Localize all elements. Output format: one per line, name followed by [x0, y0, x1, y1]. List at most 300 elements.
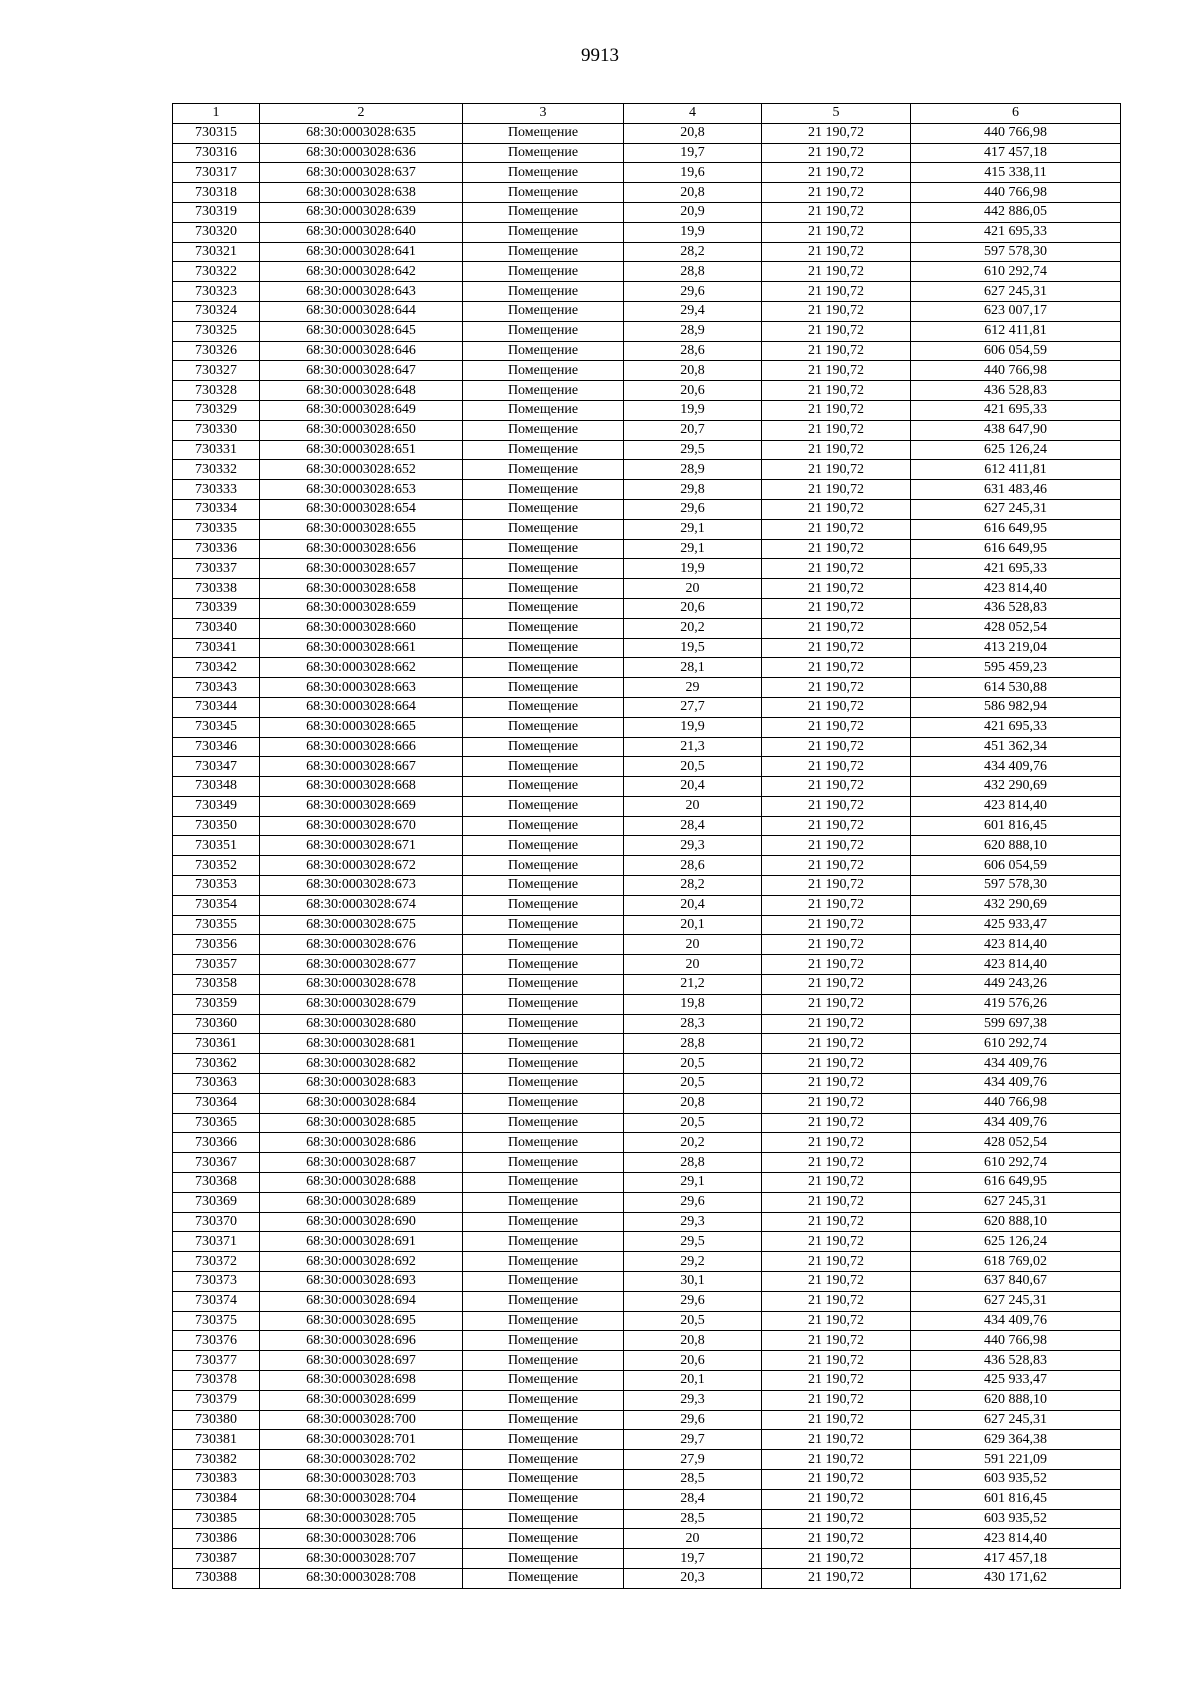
- cell-total: 440 766,98: [911, 183, 1121, 203]
- table-row: [173, 262, 1121, 282]
- cell-id: 730381: [173, 1430, 260, 1450]
- cell-total: 629 364,38: [911, 1430, 1121, 1450]
- cell-rate: 21 190,72: [762, 658, 911, 678]
- cell-type: Помещение: [463, 1014, 624, 1034]
- cell-id: 730342: [173, 658, 260, 678]
- cell-id: 730378: [173, 1371, 260, 1391]
- cell-total: 627 245,31: [911, 499, 1121, 519]
- cell-id: 730370: [173, 1212, 260, 1232]
- cell-rate: 21 190,72: [762, 460, 911, 480]
- cell-id: 730362: [173, 1054, 260, 1074]
- table-row: [173, 579, 1121, 599]
- table-row: [173, 1133, 1121, 1153]
- cell-type: Помещение: [463, 1450, 624, 1470]
- cell-type: Помещение: [463, 1034, 624, 1054]
- cell-area: 28,6: [624, 341, 762, 361]
- cell-area: 29,1: [624, 1173, 762, 1193]
- cell-cadastral-number: 68:30:0003028:696: [260, 1331, 463, 1351]
- cell-rate: 21 190,72: [762, 816, 911, 836]
- cell-total: 423 814,40: [911, 1529, 1121, 1549]
- table-row: [173, 935, 1121, 955]
- cell-rate: 21 190,72: [762, 163, 911, 183]
- cell-rate: 21 190,72: [762, 1568, 911, 1588]
- cell-cadastral-number: 68:30:0003028:704: [260, 1489, 463, 1509]
- column-header: 4: [624, 104, 762, 124]
- cell-cadastral-number: 68:30:0003028:695: [260, 1311, 463, 1331]
- table-row: [173, 282, 1121, 302]
- table-row: [173, 361, 1121, 381]
- cell-id: 730385: [173, 1509, 260, 1529]
- table-row: [173, 1014, 1121, 1034]
- column-header: 3: [463, 104, 624, 124]
- cell-area: 19,9: [624, 400, 762, 420]
- cell-id: 730323: [173, 282, 260, 302]
- cell-id: 730332: [173, 460, 260, 480]
- cell-rate: 21 190,72: [762, 539, 911, 559]
- table-row: [173, 202, 1121, 222]
- cell-rate: 21 190,72: [762, 935, 911, 955]
- cell-total: 627 245,31: [911, 1192, 1121, 1212]
- cell-total: 610 292,74: [911, 1153, 1121, 1173]
- table-row: [173, 1173, 1121, 1193]
- cell-total: 434 409,76: [911, 1113, 1121, 1133]
- cell-cadastral-number: 68:30:0003028:649: [260, 400, 463, 420]
- table-row: [173, 975, 1121, 995]
- cell-type: Помещение: [463, 638, 624, 658]
- cell-id: 730340: [173, 618, 260, 638]
- cell-id: 730321: [173, 242, 260, 262]
- cell-rate: 21 190,72: [762, 202, 911, 222]
- cell-area: 20,8: [624, 123, 762, 143]
- table-row: [173, 1192, 1121, 1212]
- table-row: [173, 678, 1121, 698]
- cell-total: 606 054,59: [911, 341, 1121, 361]
- cell-total: 618 769,02: [911, 1252, 1121, 1272]
- cell-id: 730363: [173, 1074, 260, 1094]
- cell-id: 730361: [173, 1034, 260, 1054]
- cell-rate: 21 190,72: [762, 697, 911, 717]
- cell-rate: 21 190,72: [762, 1173, 911, 1193]
- cell-id: 730327: [173, 361, 260, 381]
- table-row: [173, 321, 1121, 341]
- cell-id: 730338: [173, 579, 260, 599]
- cell-cadastral-number: 68:30:0003028:655: [260, 519, 463, 539]
- cell-cadastral-number: 68:30:0003028:684: [260, 1093, 463, 1113]
- table-row: [173, 697, 1121, 717]
- table-row: [173, 420, 1121, 440]
- cell-rate: 21 190,72: [762, 1450, 911, 1470]
- cell-type: Помещение: [463, 579, 624, 599]
- cell-id: 730331: [173, 440, 260, 460]
- table-row: [173, 539, 1121, 559]
- cell-type: Помещение: [463, 915, 624, 935]
- cell-total: 423 814,40: [911, 955, 1121, 975]
- cell-rate: 21 190,72: [762, 1014, 911, 1034]
- cell-type: Помещение: [463, 460, 624, 480]
- cell-cadastral-number: 68:30:0003028:707: [260, 1549, 463, 1569]
- cell-type: Помещение: [463, 361, 624, 381]
- cell-area: 29,1: [624, 539, 762, 559]
- cell-type: Помещение: [463, 975, 624, 995]
- cell-rate: 21 190,72: [762, 856, 911, 876]
- cell-rate: 21 190,72: [762, 361, 911, 381]
- cell-cadastral-number: 68:30:0003028:682: [260, 1054, 463, 1074]
- cell-type: Помещение: [463, 618, 624, 638]
- cell-area: 28,2: [624, 876, 762, 896]
- cell-type: Помещение: [463, 816, 624, 836]
- table-row: [173, 183, 1121, 203]
- cell-cadastral-number: 68:30:0003028:660: [260, 618, 463, 638]
- cell-rate: 21 190,72: [762, 1371, 911, 1391]
- cell-total: 434 409,76: [911, 757, 1121, 777]
- cell-total: 627 245,31: [911, 1410, 1121, 1430]
- table-row: [173, 301, 1121, 321]
- cell-area: 20: [624, 796, 762, 816]
- cell-cadastral-number: 68:30:0003028:641: [260, 242, 463, 262]
- cell-area: 20,6: [624, 598, 762, 618]
- cell-id: 730325: [173, 321, 260, 341]
- column-header: 5: [762, 104, 911, 124]
- cell-area: 29,3: [624, 836, 762, 856]
- cell-rate: 21 190,72: [762, 579, 911, 599]
- cell-cadastral-number: 68:30:0003028:637: [260, 163, 463, 183]
- cell-total: 434 409,76: [911, 1054, 1121, 1074]
- cell-rate: 21 190,72: [762, 1054, 911, 1074]
- cell-rate: 21 190,72: [762, 499, 911, 519]
- cell-rate: 21 190,72: [762, 895, 911, 915]
- cell-total: 440 766,98: [911, 123, 1121, 143]
- cell-type: Помещение: [463, 559, 624, 579]
- cell-rate: 21 190,72: [762, 638, 911, 658]
- cell-id: 730357: [173, 955, 260, 975]
- cell-area: 28,1: [624, 658, 762, 678]
- cell-id: 730366: [173, 1133, 260, 1153]
- cell-cadastral-number: 68:30:0003028:692: [260, 1252, 463, 1272]
- cell-total: 616 649,95: [911, 1173, 1121, 1193]
- cell-cadastral-number: 68:30:0003028:638: [260, 183, 463, 203]
- cell-id: 730328: [173, 381, 260, 401]
- cell-cadastral-number: 68:30:0003028:666: [260, 737, 463, 757]
- cell-id: 730373: [173, 1272, 260, 1292]
- cell-cadastral-number: 68:30:0003028:642: [260, 262, 463, 282]
- cell-id: 730322: [173, 262, 260, 282]
- table-row: [173, 796, 1121, 816]
- table-row: [173, 1549, 1121, 1569]
- cell-total: 620 888,10: [911, 836, 1121, 856]
- cell-rate: 21 190,72: [762, 480, 911, 500]
- cell-rate: 21 190,72: [762, 1232, 911, 1252]
- cell-area: 20,5: [624, 1054, 762, 1074]
- cell-area: 20: [624, 955, 762, 975]
- cell-total: 428 052,54: [911, 1133, 1121, 1153]
- table-row: [173, 123, 1121, 143]
- cell-type: Помещение: [463, 1272, 624, 1292]
- cell-type: Помещение: [463, 1291, 624, 1311]
- cell-area: 28,9: [624, 460, 762, 480]
- cell-cadastral-number: 68:30:0003028:640: [260, 222, 463, 242]
- cell-type: Помещение: [463, 1371, 624, 1391]
- table-row: [173, 955, 1121, 975]
- cell-rate: 21 190,72: [762, 1410, 911, 1430]
- cell-type: Помещение: [463, 1133, 624, 1153]
- cell-area: 20,5: [624, 1113, 762, 1133]
- table-row: [173, 242, 1121, 262]
- cell-id: 730355: [173, 915, 260, 935]
- cell-rate: 21 190,72: [762, 975, 911, 995]
- cell-area: 20: [624, 935, 762, 955]
- table-row: [173, 1232, 1121, 1252]
- cell-area: 29,6: [624, 1410, 762, 1430]
- cell-cadastral-number: 68:30:0003028:679: [260, 994, 463, 1014]
- cell-rate: 21 190,72: [762, 1529, 911, 1549]
- cell-type: Помещение: [463, 1549, 624, 1569]
- cell-id: 730360: [173, 1014, 260, 1034]
- table-row: [173, 1054, 1121, 1074]
- cell-cadastral-number: 68:30:0003028:672: [260, 856, 463, 876]
- cell-total: 597 578,30: [911, 876, 1121, 896]
- cell-id: 730345: [173, 717, 260, 737]
- cell-type: Помещение: [463, 717, 624, 737]
- cell-id: 730377: [173, 1351, 260, 1371]
- cell-total: 419 576,26: [911, 994, 1121, 1014]
- cell-total: 421 695,33: [911, 222, 1121, 242]
- cell-rate: 21 190,72: [762, 1351, 911, 1371]
- cell-rate: 21 190,72: [762, 440, 911, 460]
- cell-id: 730383: [173, 1469, 260, 1489]
- table-row: [173, 1489, 1121, 1509]
- cell-area: 20,4: [624, 777, 762, 797]
- cell-rate: 21 190,72: [762, 222, 911, 242]
- cell-id: 730367: [173, 1153, 260, 1173]
- table-row: [173, 737, 1121, 757]
- cell-area: 27,9: [624, 1450, 762, 1470]
- cell-total: 423 814,40: [911, 796, 1121, 816]
- table-row: [173, 994, 1121, 1014]
- cell-cadastral-number: 68:30:0003028:656: [260, 539, 463, 559]
- cell-area: 29,7: [624, 1430, 762, 1450]
- cell-total: 423 814,40: [911, 935, 1121, 955]
- cell-rate: 21 190,72: [762, 559, 911, 579]
- cell-id: 730364: [173, 1093, 260, 1113]
- cell-id: 730324: [173, 301, 260, 321]
- table-row: [173, 658, 1121, 678]
- cell-rate: 21 190,72: [762, 143, 911, 163]
- cell-area: 20,5: [624, 1074, 762, 1094]
- cell-cadastral-number: 68:30:0003028:686: [260, 1133, 463, 1153]
- cell-cadastral-number: 68:30:0003028:663: [260, 678, 463, 698]
- table-row: [173, 598, 1121, 618]
- cell-area: 20,1: [624, 1371, 762, 1391]
- cell-area: 29,3: [624, 1212, 762, 1232]
- cell-total: 597 578,30: [911, 242, 1121, 262]
- cell-cadastral-number: 68:30:0003028:698: [260, 1371, 463, 1391]
- cell-rate: 21 190,72: [762, 1291, 911, 1311]
- cell-area: 20,6: [624, 1351, 762, 1371]
- cell-cadastral-number: 68:30:0003028:689: [260, 1192, 463, 1212]
- cell-type: Помещение: [463, 1212, 624, 1232]
- cell-id: 730379: [173, 1390, 260, 1410]
- cell-area: 20,8: [624, 1331, 762, 1351]
- cell-cadastral-number: 68:30:0003028:647: [260, 361, 463, 381]
- cell-type: Помещение: [463, 1430, 624, 1450]
- cell-total: 438 647,90: [911, 420, 1121, 440]
- cell-id: 730326: [173, 341, 260, 361]
- cell-cadastral-number: 68:30:0003028:678: [260, 975, 463, 995]
- cell-area: 20,9: [624, 202, 762, 222]
- cell-area: 29,5: [624, 440, 762, 460]
- cell-type: Помещение: [463, 262, 624, 282]
- table-row: [173, 499, 1121, 519]
- cell-area: 29: [624, 678, 762, 698]
- cell-rate: 21 190,72: [762, 400, 911, 420]
- cell-total: 637 840,67: [911, 1272, 1121, 1292]
- cell-area: 29,6: [624, 1192, 762, 1212]
- cell-type: Помещение: [463, 935, 624, 955]
- cell-cadastral-number: 68:30:0003028:708: [260, 1568, 463, 1588]
- cell-area: 28,4: [624, 1489, 762, 1509]
- cell-cadastral-number: 68:30:0003028:670: [260, 816, 463, 836]
- cell-total: 603 935,52: [911, 1469, 1121, 1489]
- cell-type: Помещение: [463, 1390, 624, 1410]
- cell-area: 20,7: [624, 420, 762, 440]
- cell-area: 28,5: [624, 1469, 762, 1489]
- cell-cadastral-number: 68:30:0003028:687: [260, 1153, 463, 1173]
- cell-type: Помещение: [463, 341, 624, 361]
- cell-total: 432 290,69: [911, 777, 1121, 797]
- cell-id: 730315: [173, 123, 260, 143]
- cell-rate: 21 190,72: [762, 1390, 911, 1410]
- cell-type: Помещение: [463, 1074, 624, 1094]
- table-row: [173, 757, 1121, 777]
- cell-area: 20: [624, 579, 762, 599]
- cell-type: Помещение: [463, 1331, 624, 1351]
- cell-cadastral-number: 68:30:0003028:688: [260, 1173, 463, 1193]
- cell-total: 601 816,45: [911, 1489, 1121, 1509]
- cell-id: 730352: [173, 856, 260, 876]
- cell-type: Помещение: [463, 183, 624, 203]
- cell-id: 730346: [173, 737, 260, 757]
- cell-id: 730317: [173, 163, 260, 183]
- cell-total: 430 171,62: [911, 1568, 1121, 1588]
- cell-rate: 21 190,72: [762, 321, 911, 341]
- table-row: [173, 559, 1121, 579]
- cell-type: Помещение: [463, 796, 624, 816]
- cell-type: Помещение: [463, 598, 624, 618]
- cell-type: Помещение: [463, 1232, 624, 1252]
- cell-rate: 21 190,72: [762, 1489, 911, 1509]
- cell-id: 730350: [173, 816, 260, 836]
- cell-cadastral-number: 68:30:0003028:664: [260, 697, 463, 717]
- cell-cadastral-number: 68:30:0003028:645: [260, 321, 463, 341]
- table-row: [173, 1568, 1121, 1588]
- cell-total: 599 697,38: [911, 1014, 1121, 1034]
- table-row: [173, 1034, 1121, 1054]
- cell-id: 730334: [173, 499, 260, 519]
- cell-area: 29,1: [624, 519, 762, 539]
- cell-area: 20,4: [624, 895, 762, 915]
- cell-rate: 21 190,72: [762, 1509, 911, 1529]
- table-row: [173, 618, 1121, 638]
- table-row: [173, 1390, 1121, 1410]
- cell-total: 610 292,74: [911, 1034, 1121, 1054]
- table-row: [173, 1212, 1121, 1232]
- table-row: [173, 460, 1121, 480]
- column-header: 1: [173, 104, 260, 124]
- table-row: [173, 381, 1121, 401]
- cell-rate: 21 190,72: [762, 1469, 911, 1489]
- cell-area: 27,7: [624, 697, 762, 717]
- cell-type: Помещение: [463, 1093, 624, 1113]
- cell-type: Помещение: [463, 1469, 624, 1489]
- cell-cadastral-number: 68:30:0003028:639: [260, 202, 463, 222]
- cell-rate: 21 190,72: [762, 876, 911, 896]
- cell-area: 20,5: [624, 757, 762, 777]
- cell-id: 730384: [173, 1489, 260, 1509]
- cell-area: 28,6: [624, 856, 762, 876]
- cell-area: 19,6: [624, 163, 762, 183]
- cell-id: 730351: [173, 836, 260, 856]
- cell-area: 29,6: [624, 1291, 762, 1311]
- cell-type: Помещение: [463, 1568, 624, 1588]
- cell-type: Помещение: [463, 1509, 624, 1529]
- cell-id: 730344: [173, 697, 260, 717]
- cell-type: Помещение: [463, 836, 624, 856]
- cell-type: Помещение: [463, 202, 624, 222]
- cell-area: 28,5: [624, 1509, 762, 1529]
- cell-rate: 21 190,72: [762, 420, 911, 440]
- cell-total: 428 052,54: [911, 618, 1121, 638]
- cell-cadastral-number: 68:30:0003028:673: [260, 876, 463, 896]
- cell-area: 19,9: [624, 222, 762, 242]
- table-row: [173, 519, 1121, 539]
- cell-type: Помещение: [463, 222, 624, 242]
- cell-area: 19,9: [624, 559, 762, 579]
- column-header: 2: [260, 104, 463, 124]
- cell-type: Помещение: [463, 163, 624, 183]
- cell-id: 730387: [173, 1549, 260, 1569]
- table-row: [173, 1113, 1121, 1133]
- table-row: [173, 895, 1121, 915]
- cell-total: 415 338,11: [911, 163, 1121, 183]
- cell-type: Помещение: [463, 420, 624, 440]
- cell-cadastral-number: 68:30:0003028:702: [260, 1450, 463, 1470]
- cell-type: Помещение: [463, 440, 624, 460]
- cell-type: Помещение: [463, 1351, 624, 1371]
- cell-rate: 21 190,72: [762, 678, 911, 698]
- cell-area: 29,3: [624, 1390, 762, 1410]
- column-header: 6: [911, 104, 1121, 124]
- cell-cadastral-number: 68:30:0003028:653: [260, 480, 463, 500]
- cell-total: 423 814,40: [911, 579, 1121, 599]
- table-row: [173, 1331, 1121, 1351]
- cell-total: 425 933,47: [911, 1371, 1121, 1391]
- cell-id: 730335: [173, 519, 260, 539]
- cell-total: 425 933,47: [911, 915, 1121, 935]
- cell-id: 730316: [173, 143, 260, 163]
- cell-rate: 21 190,72: [762, 717, 911, 737]
- cell-cadastral-number: 68:30:0003028:694: [260, 1291, 463, 1311]
- cell-total: 612 411,81: [911, 460, 1121, 480]
- cell-id: 730353: [173, 876, 260, 896]
- cell-cadastral-number: 68:30:0003028:654: [260, 499, 463, 519]
- cell-cadastral-number: 68:30:0003028:651: [260, 440, 463, 460]
- cell-rate: 21 190,72: [762, 796, 911, 816]
- cell-total: 442 886,05: [911, 202, 1121, 222]
- cell-total: 627 245,31: [911, 1291, 1121, 1311]
- cell-id: 730380: [173, 1410, 260, 1430]
- cell-total: 623 007,17: [911, 301, 1121, 321]
- cell-type: Помещение: [463, 242, 624, 262]
